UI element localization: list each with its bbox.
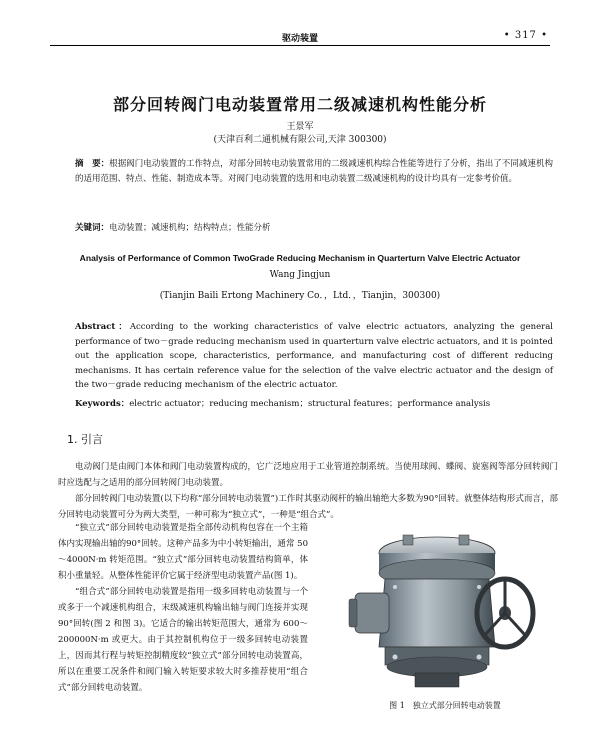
- page-number: • 317 •: [503, 30, 548, 41]
- author-en: Wang Jingjun: [269, 270, 331, 280]
- keywords-cn-text: 电动装置；减速机构；结构特点；性能分析: [109, 223, 271, 233]
- author-cn: 王景军: [286, 122, 314, 132]
- abstract-cn-text: 根据阀门电动装置的工作特点，对部分回转电动装置常用的二级减速机构综合性能等进行了分析，指出了不同减速机构的适用范围、特点、性能、制造成本等。对阀门电动装置的选用和电动装置二级减速机构的设计均具有一定参考价值。: [75, 159, 553, 184]
- intro-paragraph-1: 电动阀门是由阀门本体和阀门电动装置构成的，它广泛地应用于工业管道控制系统。当使用球阀、蝶阀、旋塞阀等部分回转阀门时应选配与之适用的部分回转阀门电动装置。: [58, 462, 558, 488]
- intro-paragraph-3: “独立式”部分回转电动装置是指全部传动机构包容在一个主箱体内实现输出轴的90°回转。这种产品多为中小转矩输出，通常 50～4000N·m 转矩范围。“独立式”部分回转电动装置结构简单，体积小重量轻。从整体性能评价它属于经济型电动装置产品(图 1)。: [58, 523, 308, 581]
- keywords-en: [75, 397, 553, 409]
- abstract-en: [75, 320, 553, 393]
- abstract-en-text: According to the working characteristics of valve electric actuators, analyzing the general performance of two－grade reducing mechanism used in quarterturn valve electric actuators, and it is pointed out the application scope, characteristics, performance, and manufacturing cost of different reducing mechanisms. It has certain reference value for the selection of the valve electric actuator and the design of the two－grade reducing mechanism of the electric actuator.: [75, 322, 553, 390]
- intro-body-full: [58, 459, 558, 523]
- keywords-cn: [75, 221, 553, 236]
- paper-title-en: Analysis of Performance of Common TwoGrade Reducing Mechanism in Quarterturn Valve Electric Actuator: [79, 253, 521, 263]
- journal-section-title: 驱动装置: [281, 34, 318, 44]
- figure-1-actuator-photo: [345, 527, 540, 697]
- intro-paragraph-4: “组合式”部分回转电动装置是指用一级多回转电动装置与一个或多于一个减速机构组合，末级减速机构输出轴与阀门连接并实现90°回转(图 2 和图 3)。它适合的输出转矩范围大，通常为 600～200000N·m 或更大。由于其控制机构位于一级多回转电动装置上，因而其行程与转矩控制精度较“独立式”部分回转电动装置高，所以在重要工况条件和阀门输入转矩要求较大时多推荐使用“组合式”部分回转电动装置。: [58, 587, 308, 693]
- abstract-cn: [75, 157, 553, 187]
- keywords-cn-label: 关键词：: [75, 223, 110, 233]
- abstract-en-label: Abstract：: [75, 322, 130, 332]
- abstract-cn-label: 摘 要：: [75, 159, 110, 169]
- actuator-illustration: [345, 527, 540, 697]
- keywords-en-text: electric actuator；reducing mechanism；structural features；performance analysis: [129, 399, 491, 409]
- header-rule: [50, 45, 550, 46]
- section-heading: 1. 引言: [67, 433, 103, 446]
- paper-title-cn: 部分回转阀门电动装置常用二级减速机构性能分析: [112, 95, 487, 114]
- affiliation-en: (Tianjin Baili Ertong Machinery Co．，Ltd．，Tianjin，300300): [159, 291, 441, 301]
- intro-paragraph-2: 部分回转阀门电动装置(以下均称“部分回转电动装置”)工作时其驱动阀杆的输出轴绝大多数为90°回转。就整体结构形式而言，部分回转电动装置可分为两大类型，一种可称为“独立式”，一种是“组合式”。: [58, 494, 558, 520]
- intro-body-column: [58, 520, 308, 696]
- keywords-en-label: Keywords：: [75, 399, 130, 409]
- figure-1-caption: 图 1 独立式部分回转电动装置: [389, 701, 501, 710]
- affiliation-cn: (天津百利二通机械有限公司,天津 300300): [213, 135, 387, 145]
